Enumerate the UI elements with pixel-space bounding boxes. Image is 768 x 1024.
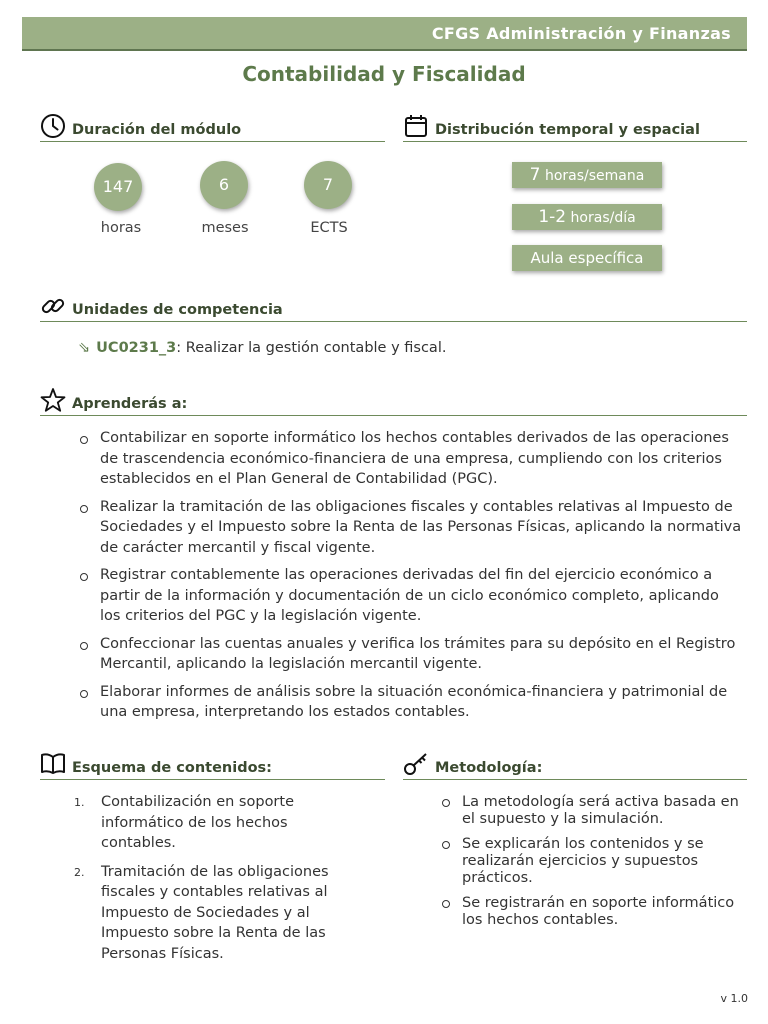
stat-ects-label: ECTS — [310, 220, 348, 236]
section-contents-title: Esquema de contenidos: — [72, 760, 272, 776]
stat-ects-circle: 7 — [304, 161, 352, 209]
weekly-hours-unit: horas/semana — [540, 168, 645, 184]
competence-code: UC0231_3 — [96, 340, 177, 356]
list-item — [440, 794, 740, 828]
daily-hours-value: 1-2 — [538, 207, 567, 227]
list-item — [440, 836, 740, 887]
bullet-icon — [442, 799, 450, 807]
version-label: v 1.0 — [720, 992, 748, 1005]
list-item-text: La metodología será activa basada en el supuesto y la simulación. — [462, 794, 739, 827]
list-item-text: Se registrarán en soporte informático los hechos contables. — [462, 895, 735, 928]
stat-months-circle: 6 — [200, 161, 248, 209]
clock-icon — [40, 113, 66, 139]
arrow-down-right-icon: ⇘ — [78, 340, 91, 356]
section-distribution — [403, 116, 747, 142]
section-duration-title: Duración del módulo — [72, 122, 242, 138]
bullet-icon — [80, 505, 88, 513]
contents-list — [74, 792, 364, 972]
list-item — [440, 895, 740, 929]
list-item — [78, 497, 743, 559]
section-methodology-title: Metodología: — [435, 760, 543, 776]
list-item-text: Se explicarán los contenidos y se realizarán ejercicios y supuestos prácticos. — [462, 836, 704, 886]
list-item-text: Elaborar informes de análisis sobre la situación económica-financiera y patrimonial de una empresa, interpretando los estados contables. — [100, 683, 728, 720]
list-item-text: Registrar contablemente las operaciones derivadas del fin del ejercicio económico a partir de la información y documentación de un ciclo económico completo, aplicando los criterios del PGC y la legislación vigente. — [100, 567, 719, 624]
stat-hours-label: horas — [100, 220, 142, 236]
methodology-list — [440, 794, 740, 937]
bullet-icon — [80, 690, 88, 698]
book-icon — [40, 751, 66, 777]
list-item — [78, 634, 743, 675]
section-methodology — [403, 754, 747, 780]
section-learn — [40, 390, 747, 416]
list-item-text: Realizar la tramitación de las obligaciones fiscales y contables relativas al Impuesto de Sociedades y el Impuesto sobre la Renta de las Personas Físicas, aplicando la normativa de carácter mercantil y fiscal vigente. — [100, 498, 742, 556]
list-item-text: Tramitación de las obligaciones fiscales y contables relativas al Impuesto de Sociedades y al Impuesto sobre la Renta de las Personas Físicas. — [101, 863, 329, 962]
list-item-text: Confeccionar las cuentas anuales y verifica los trámites para su depósito en el Registro Mercantil, aplicando la legislación mercantil vigente. — [100, 635, 736, 672]
list-number: 2. — [74, 865, 85, 879]
daily-hours-pill — [512, 204, 662, 230]
competence-unit — [78, 340, 446, 356]
calendar-icon — [403, 113, 429, 139]
bullet-icon — [442, 841, 450, 849]
section-competences-title: Unidades de competencia — [72, 302, 283, 318]
classroom-pill — [512, 245, 662, 271]
link-icon — [40, 293, 66, 319]
daily-hours-unit: horas/día — [566, 210, 636, 226]
section-contents — [40, 754, 385, 780]
list-item — [78, 565, 743, 627]
weekly-hours-value: 7 — [529, 165, 541, 185]
learn-list — [78, 428, 743, 730]
list-item — [78, 428, 743, 490]
bullet-icon — [80, 642, 88, 650]
stat-hours-circle: 147 — [94, 163, 142, 211]
page-title: Contabilidad y Fiscalidad — [242, 62, 526, 86]
list-item — [74, 792, 364, 854]
bullet-icon — [80, 573, 88, 581]
list-item-text: Contabilizar en soporte informático los hechos contables derivados de las operaciones de trascendencia económico-financiera de una empresa, cumpliendo con los criterios establecidos en el Plan General de Contabilidad (PGC). — [100, 430, 729, 487]
section-learn-title: Aprenderás a: — [72, 396, 188, 412]
section-distribution-title: Distribución temporal y espacial — [435, 122, 700, 138]
key-icon — [403, 751, 429, 777]
weekly-hours-pill — [512, 162, 662, 188]
competence-text: : Realizar la gestión contable y fiscal. — [176, 340, 447, 356]
star-icon — [40, 387, 66, 413]
section-competences — [40, 296, 747, 322]
bullet-icon — [80, 436, 88, 444]
list-item — [74, 862, 364, 965]
section-duration — [40, 116, 385, 142]
list-number: 1. — [74, 796, 85, 809]
bullet-icon — [442, 900, 450, 908]
header-banner: CFGS Administración y Finanzas — [22, 17, 747, 51]
list-item — [78, 682, 743, 723]
stat-months-label: meses — [201, 220, 249, 236]
classroom-label: Aula específica — [530, 249, 644, 267]
list-item-text: Contabilización en soporte informático de los hechos contables. — [101, 794, 295, 851]
